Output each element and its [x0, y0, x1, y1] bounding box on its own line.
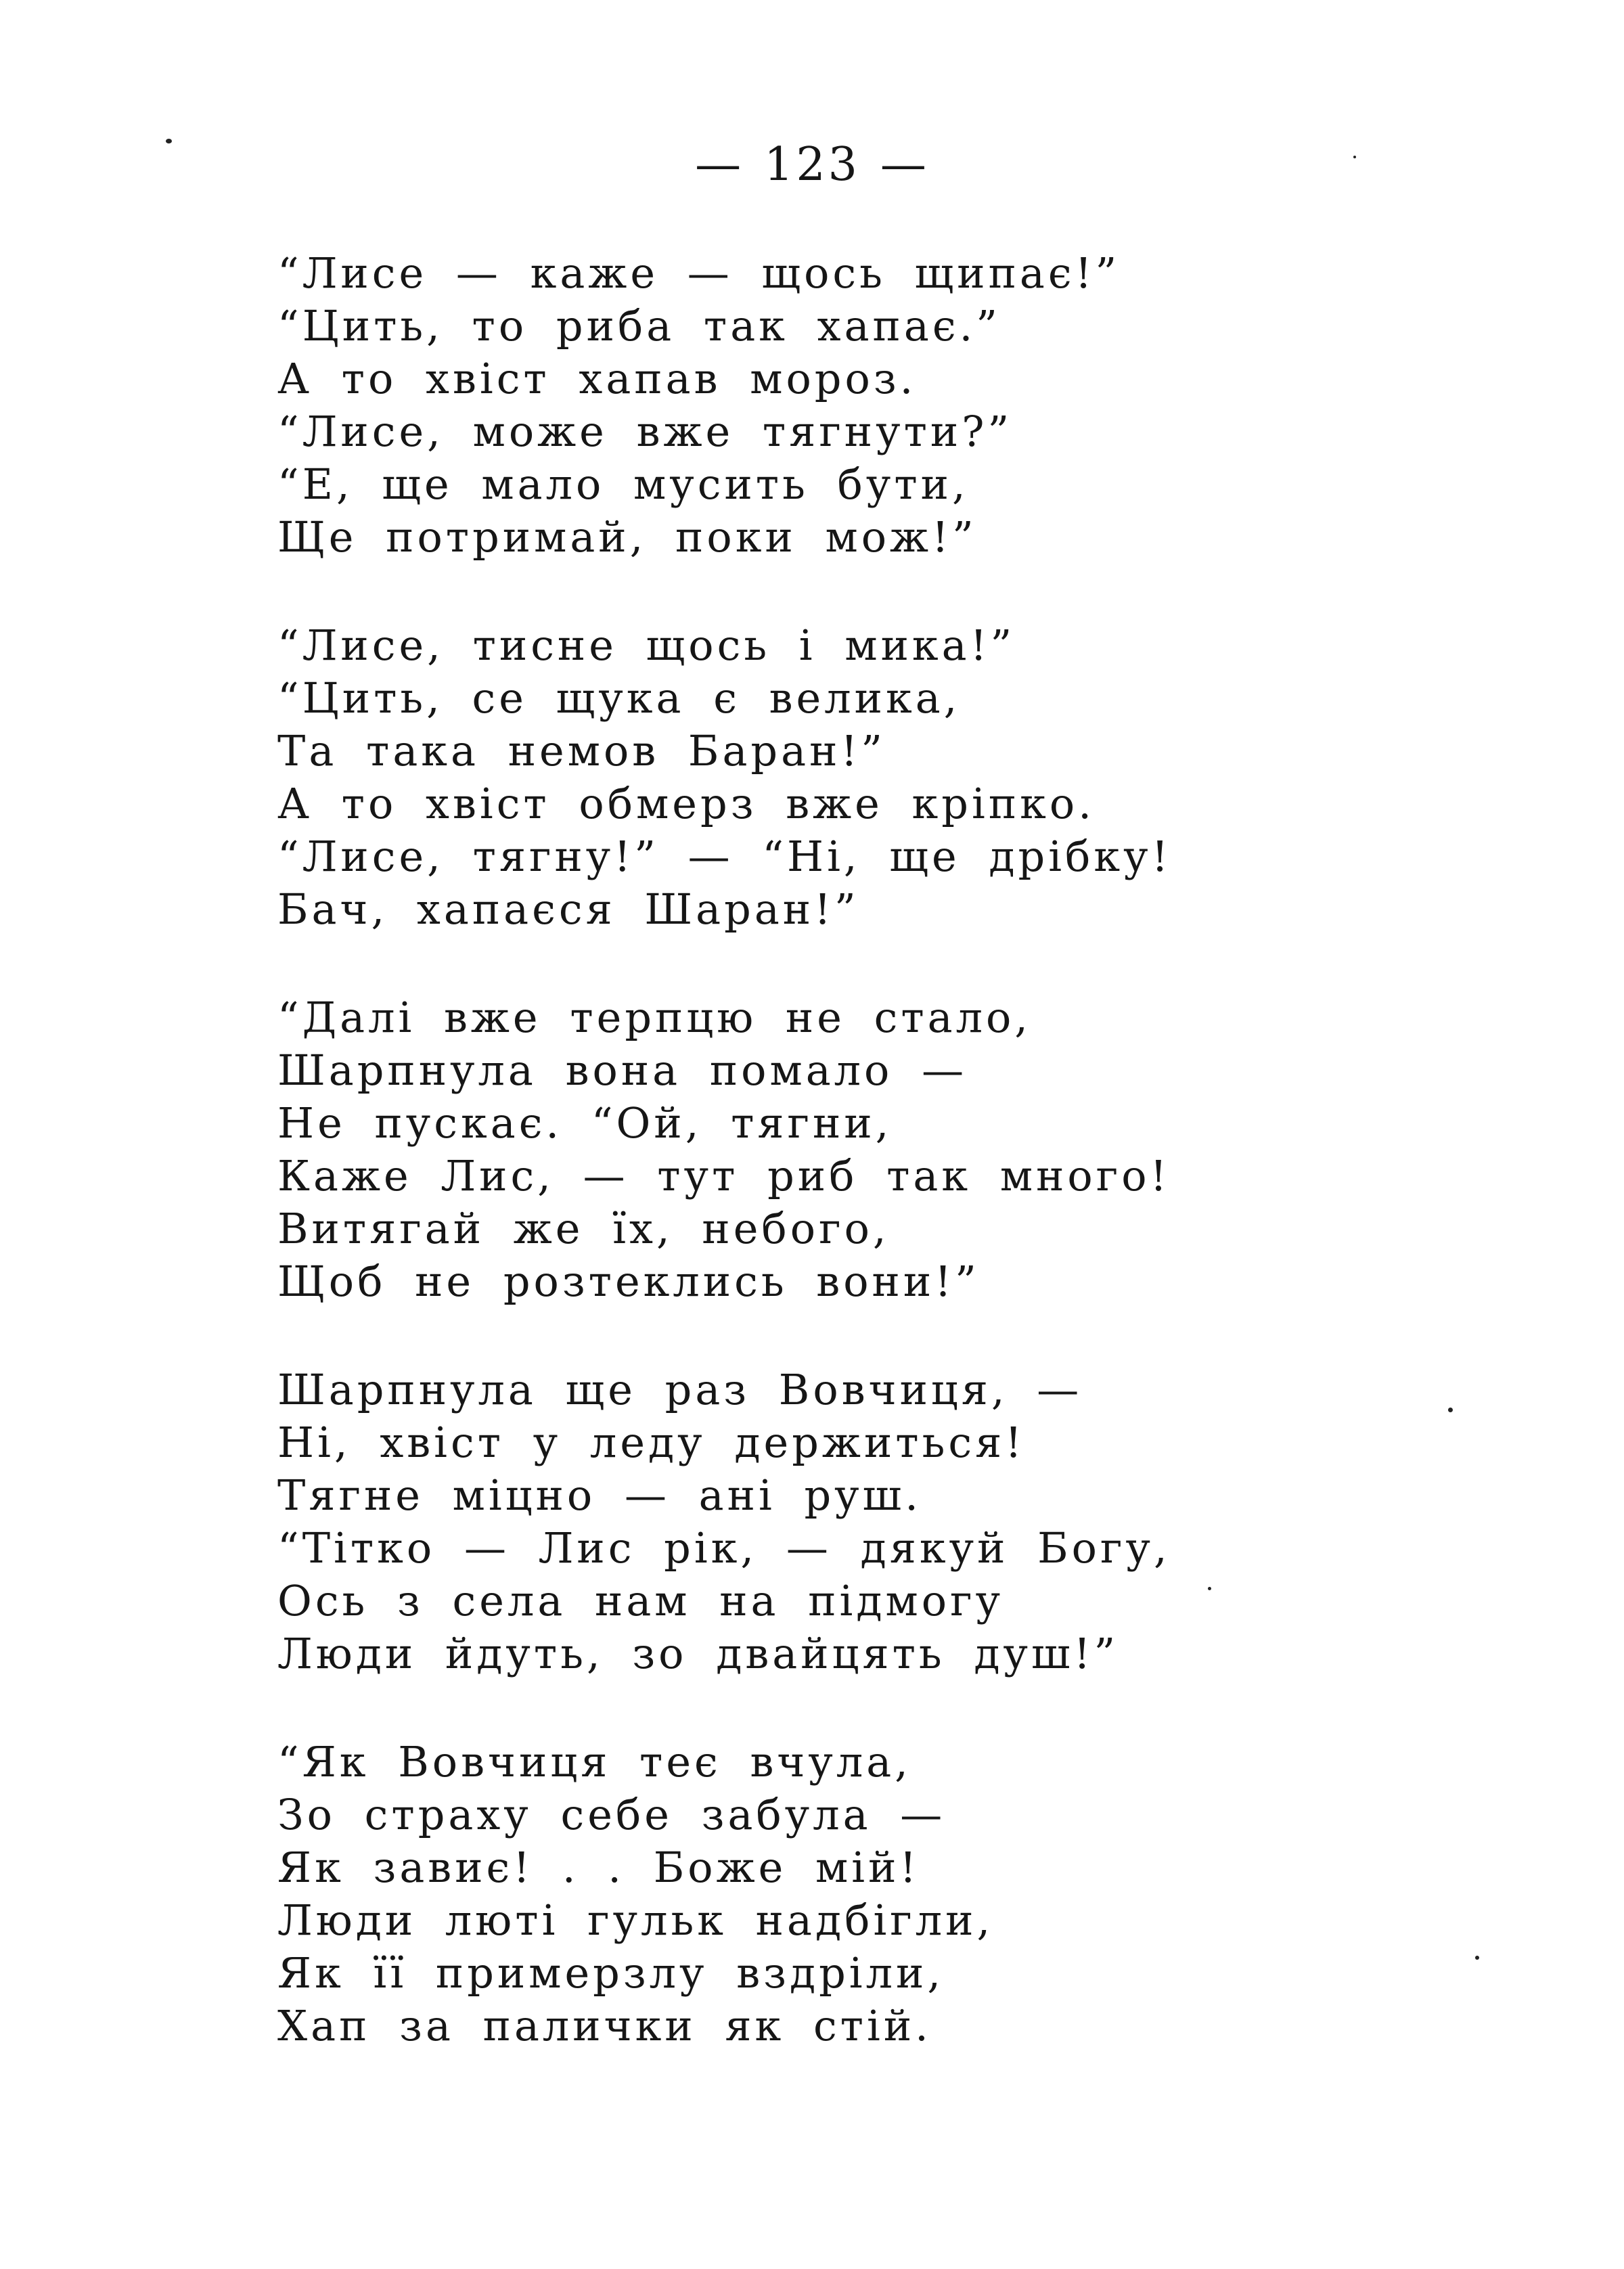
stanza-3 — [277, 991, 1360, 1308]
verse-line: Ще потримай, поки мож!” — [277, 512, 977, 562]
verse-line: “Лисе, тягну!” — “Ні, ще дрібку! — [277, 832, 1172, 881]
poem — [277, 247, 1360, 2052]
verse-line: Каже Лис, — тут риб так много! — [277, 1151, 1171, 1200]
page-number-dash-left: — — [695, 138, 744, 192]
verse-line: Хап за палички як стій. — [277, 2001, 932, 2050]
verse-line: Люди йдуть, зо двайцять душ!” — [277, 1629, 1119, 1678]
verse-line: “Цить, то риба так хапає.” — [277, 301, 1001, 351]
verse-line: Шарпнула вона помало — — [277, 1046, 968, 1095]
verse-line: “Лисе, може вже тягнути?” — [277, 407, 1013, 456]
scan-speck — [166, 139, 172, 143]
verse-line: “Лисе, тисне щось і мика!” — [277, 621, 1016, 670]
verse-line: Зо страху себе забула — — [277, 1790, 946, 1839]
verse-line: Шарпнула ще раз Вовчиця, — — [277, 1365, 1083, 1414]
verse-line: Бач, хапаєся Шаран!” — [277, 884, 859, 934]
verse-line: Як завиє! . . Боже мій! — [277, 1843, 920, 1892]
verse-line: “Лисе — каже — щось щипає!” — [277, 248, 1121, 298]
verse-line: Щоб не розтеклись вони!” — [277, 1257, 980, 1306]
verse-line: Як її примерзлу вздріли, — [277, 1948, 945, 1998]
scan-speck — [1448, 1408, 1453, 1412]
verse-line: Тягне міцно — ані руш. — [277, 1470, 922, 1520]
verse-line: Ні, хвіст у леду держиться! — [277, 1418, 1026, 1467]
page-number-header — [0, 138, 1624, 192]
verse-line: А то хвіст хапав мороз. — [277, 354, 917, 403]
verse-line: “Тітко — Лис рік, — дякуй Богу, — [277, 1523, 1171, 1573]
verse-line: Та така немов Баран!” — [277, 726, 886, 776]
verse-line: Не пускає. “Ой, тягни, — [277, 1098, 893, 1148]
verse-line: “Далі вже терпцю не стало, — [277, 993, 1032, 1042]
verse-line: Люди люті гульк надбігли, — [277, 1895, 994, 1945]
verse-line: Ось з села нам на підмогу — [277, 1576, 1004, 1625]
page-number-dash-right: — — [880, 138, 929, 192]
verse-line: “Як Вовчиця теє вчула, — [277, 1737, 911, 1787]
verse-line: Витягай же їх, небого, — [277, 1204, 890, 1253]
scan-speck — [1353, 156, 1356, 158]
stanza-5 — [277, 1736, 1360, 2052]
verse-line: А то хвіст обмерз вже кріпко. — [277, 779, 1095, 828]
stanza-2 — [277, 619, 1360, 936]
scan-speck — [1208, 1587, 1211, 1590]
verse-line: “Цить, се щука є велика, — [277, 673, 961, 723]
stanza-1 — [277, 247, 1360, 564]
page-number: 123 — [764, 138, 860, 192]
scan-speck — [1475, 1956, 1479, 1960]
verse-line: “Е, ще мало мусить бути, — [277, 459, 969, 509]
stanza-4 — [277, 1364, 1360, 1680]
